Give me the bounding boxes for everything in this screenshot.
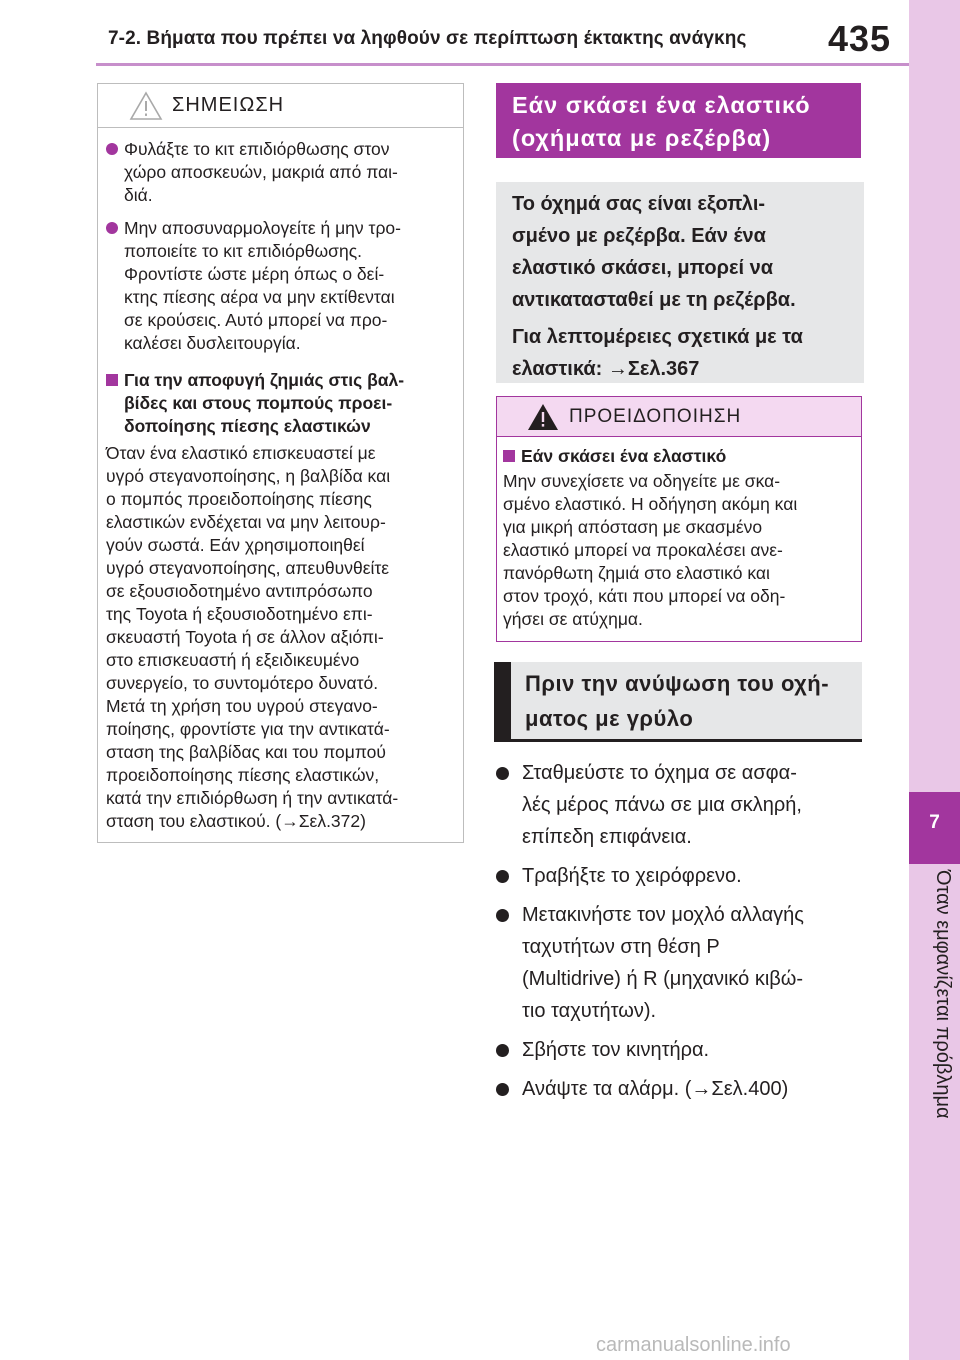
bullet-dot-icon: [106, 222, 118, 234]
info-box: [496, 182, 864, 383]
section-heading-text: Πριν την ανύψωση του οχή- ματος με γρύλο: [525, 671, 830, 731]
caution-outline-icon: [129, 91, 163, 121]
note-title: ΣΗΜΕΙΩΣΗ: [172, 94, 285, 116]
page-number: 435: [828, 18, 892, 59]
note-header: [98, 84, 463, 128]
square-marker-icon: [106, 374, 118, 386]
bullet-dot-icon: [496, 1083, 509, 1096]
note-bullet: Μην αποσυναρμολογείτε ή μην τρο- ποποιείτε το κιτ επιδιόρθωσης. Φροντίστε ώστε μέρη όπως ο δεί- κτης πίεσης αέρα να μην εκτίθενται σε κρούσεις. Αυτό μπορεί να προ- καλέσει δυσλειτουργία.: [106, 217, 458, 355]
note-box: [97, 83, 464, 843]
list-item: Τραβήξτε το χειρόφρενο.: [496, 860, 876, 892]
page-header-title: 7-2. Βήματα που πρέπει να ληφθούν σε περίπτωση έκτακτης ανάγκης: [108, 28, 747, 49]
chapter-side-label: Όταν εμφανίζεται πρόβλημα: [932, 870, 954, 1119]
steps-list: [496, 757, 876, 1112]
section-heading-flat-tire: Εάν σκάσει ένα ελαστικό (οχήματα με ρεζέρβα): [496, 83, 861, 158]
list-item: Ανάψτε τα αλάρμ. (→Σελ.400): [496, 1073, 876, 1105]
bullet-dot-icon: [496, 1044, 509, 1057]
note-paragraph: Όταν ένα ελαστικό επισκευαστεί με υγρό στεγανοποίησης, η βαλβίδα και ο πομπός προειδοποίησης πίεσης ελαστικών ενδέχεται να μην λειτουρ- γούν σωστά. Εάν χρησιμοποιηθεί υγρό στεγανοποίησης, απευθυνθείτε σε εξουσιοδοτημένο αντιπρόσωπο της Toyota ή εξουσιοδοτημένο επι- σκευαστή Toyota ή σε άλλον αξιόπι- στο επισκευαστή ή εξειδικευμένο συνεργείο, το συντομότερο δυνατό. Μετά τη χρήση του υγρού στεγανο- ποίησης, φροντίστε για την αντικατά- σταση της βαλβίδας και του πομπού προειδοποίησης πίεσης ελαστικών, κατά την επιδιόρθωση ή την αντικατά- σταση του ελαστικού. (→Σελ.372): [106, 443, 399, 831]
watermark: carmanualsonline.info: [596, 1334, 791, 1356]
note-subheading: Για την αποφυγή ζημιάς στις βαλ- βίδες και στους πομπούς προει- δοποίησης πίεσης ελαστικών: [106, 369, 458, 438]
bullet-dot-icon: [496, 870, 509, 883]
note-body: [106, 138, 458, 833]
warning-text: Μην συνεχίσετε να οδηγείτε με σκα- σμένο ελαστικό. Η οδήγηση ακόμη και για μικρή απόσταση με σκασμένο ελαστικό μπορεί να προκαλέσει ανε- πανόρθωτη ζημιά στο ελαστικό και στον τροχό, κάτι που μπορεί να οδη- γήσει σε ατύχημα.: [503, 471, 798, 629]
bullet-dot-icon: [496, 767, 509, 780]
list-item: Μετακινήστε τον μοχλό αλλαγής ταχυτήτων στη θέση P (Multidrive) ή R (μηχανικό κιβώ- τιο ταχυτήτων).: [496, 899, 876, 1027]
note-bullet: Φυλάξτε το κιτ επιδιόρθωσης στον χώρο αποσκευών, μακριά από παι- διά.: [106, 138, 458, 207]
section-heading-before-jacking: [494, 662, 862, 742]
square-marker-icon: [503, 450, 515, 462]
warning-icon: [527, 403, 559, 431]
warning-box: [496, 396, 862, 642]
bullet-dot-icon: [106, 143, 118, 155]
chapter-number-badge: 7: [909, 792, 960, 864]
list-item: Σταθμεύστε το όχημα σε ασφα- λές μέρος πάνω σε μια σκληρή, επίπεδη επιφάνεια.: [496, 757, 876, 853]
warning-subheading: Εάν σκάσει ένα ελαστικό: [503, 445, 857, 468]
header-divider: [96, 63, 909, 66]
warning-title: ΠΡΟΕΙΔΟΠΟΙΗΣΗ: [569, 406, 742, 427]
list-item: Σβήστε τον κινητήρα.: [496, 1034, 876, 1066]
warning-header: [497, 397, 861, 437]
bullet-dot-icon: [496, 909, 509, 922]
info-text: Το όχημά σας είναι εξοπλι- σμένο με ρεζέρβα. Εάν ένα ελαστικό σκάσει, μπορεί να αντικατασταθεί με τη ρεζέρβα.: [512, 193, 796, 311]
info-reference: Για λεπτομέρειες σχετικά με τα ελαστικά: →Σελ.367: [512, 326, 803, 380]
warning-body: [503, 445, 857, 631]
